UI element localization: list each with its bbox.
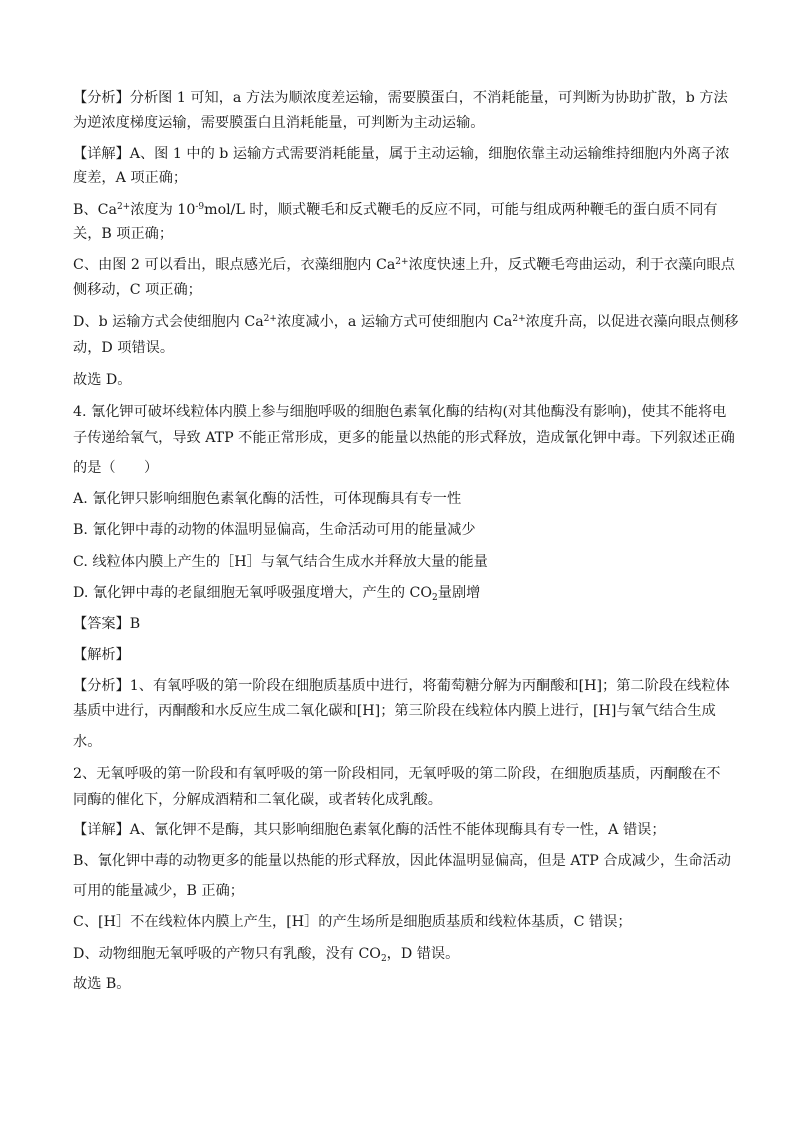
text-run: 浓度为 10: [130, 202, 196, 218]
text-run: 【答案】B: [73, 616, 141, 632]
text-line: [73, 701, 716, 721]
text-line: [73, 489, 461, 509]
text-run: 同酶的催化下，分解成酒精和二氧化碳，或者转化成乳酸。: [73, 792, 442, 808]
text-line: [73, 88, 728, 108]
text-run: mol/L 时，顺式鞭毛和反式鞭毛的反应不同，可能与组成两种鞭毛的蛋白质不同有: [204, 202, 718, 218]
text-line: [73, 113, 484, 133]
text-line: [73, 732, 101, 752]
text-run: 的是（ ）: [73, 460, 159, 476]
text-run: D、b 运输方式会使细胞内 Ca: [73, 314, 264, 330]
text-run: C、[H］不在线粒体内膜上产生，[H］的产生场所是细胞质基质和线粒体基质，C 错误；: [73, 914, 632, 930]
text-run: 【详解】A、图 1 中的 b 运输方式需要消耗能量，属于主动运输，细胞依靠主动运输维持细胞内外离子浓: [73, 146, 730, 162]
text-line: [73, 428, 735, 448]
text-run: 度差，A 项正确；: [73, 170, 188, 186]
text-run: C、由图 2 可以看出，眼点感光后，衣藻细胞内 Ca: [73, 257, 396, 273]
superscript: -9: [195, 202, 205, 212]
text-run: B、氰化钾中毒的动物更多的能量以热能的形式释放，因此体温明显偏高，但是 ATP 合成减少，生命活动: [73, 853, 731, 869]
text-run: 4. 氰化钾可破坏线粒体内膜上参与细胞呼吸的细胞色素氧化酶的结构(对其他酶没有影响)，使其不能将电: [73, 404, 727, 420]
text-line: [73, 974, 131, 994]
text-line: [73, 676, 730, 696]
text-line: [73, 224, 173, 244]
text-run: A. 氰化钾只影响细胞色素氧化酶的活性，可体现酶具有专一性: [73, 491, 462, 507]
subscript: 2: [380, 954, 387, 964]
text-run: 为逆浓度梯度运输，需要膜蛋白且消耗能量，可判断为主动运输。: [73, 115, 485, 131]
text-line: [73, 764, 720, 784]
text-run: ，D 错误。: [386, 946, 460, 962]
text-line: [73, 645, 130, 665]
text-line: [73, 944, 459, 964]
text-line: [73, 144, 729, 164]
text-run: 【分析】分析图 1 可知，a 方法为顺浓度差运输，需要膜蛋白，不消耗能量，可判断为协助扩散，b 方法: [73, 90, 728, 106]
text-run: 水。: [73, 734, 102, 750]
text-line: [73, 255, 735, 275]
text-run: 基质中进行，丙酮酸和水反应生成二氧化碳和[H]；第三阶段在线粒体内膜上进行，[H]与氧气结合生成: [73, 703, 716, 719]
text-run: 关，B 项正确；: [73, 226, 174, 242]
text-line: [73, 912, 632, 932]
text-run: 故选 B。: [73, 976, 131, 992]
text-line: [73, 312, 738, 332]
superscript: 2+: [512, 314, 526, 324]
text-line: [73, 552, 488, 572]
superscript: 2+: [395, 257, 409, 267]
text-line: [73, 614, 140, 634]
text-line: [73, 851, 731, 871]
text-run: 动，D 项错误。: [73, 340, 175, 356]
superscript: 2+: [263, 314, 277, 324]
text-line: [73, 790, 442, 810]
text-run: 可用的能量减少，B 正确；: [73, 883, 244, 899]
text-line: [73, 881, 244, 901]
subscript: 2: [432, 593, 438, 603]
superscript: 2+: [116, 202, 131, 212]
text-run: B. 氰化钾中毒的动物的体温明显偏高，生命活动可用的能量减少: [73, 522, 476, 538]
text-run: 【详解】A、氰化钾不是酶，其只影响细胞色素氧化酶的活性不能体现酶具有专一性，A 错误；: [73, 822, 666, 838]
text-run: D. 氰化钾中毒的老鼠细胞无氧呼吸强度增大，产生的 CO: [73, 585, 433, 601]
text-line: [73, 280, 202, 300]
text-run: 2、无氧呼吸的第一阶段和有氧呼吸的第一阶段相同，无氧呼吸的第二阶段，在细胞质基质，丙酮酸在不: [73, 766, 721, 782]
text-line: [73, 520, 476, 540]
text-run: B、Ca: [73, 202, 117, 218]
text-line: [73, 402, 726, 422]
text-run: 浓度升高，以促进衣藻向眼点侧移: [525, 314, 739, 330]
text-run: 【分析】1、有氧呼吸的第一阶段在细胞质基质中进行，将葡萄糖分解为丙酮酸和[H]；第二阶段在线粒体: [73, 678, 730, 694]
text-run: 【解析】: [73, 647, 130, 663]
text-run: 量剧增: [437, 585, 481, 601]
text-run: 子传递给氧气，导致 ATP 不能正常形成，更多的能量以热能的形式释放，造成氰化钾中毒。下列叙述正确: [73, 430, 735, 446]
text-run: 侧移动，C 项正确；: [73, 282, 202, 298]
text-line: [73, 370, 131, 390]
text-run: 浓度快速上升，反式鞭毛弯曲运动，利于衣藻向眼点: [408, 257, 735, 273]
text-line: [73, 168, 187, 188]
text-line: [73, 200, 718, 220]
text-line: [73, 583, 480, 603]
text-line: [73, 820, 666, 840]
text-run: 浓度减小，a 运输方式可使细胞内 Ca: [276, 314, 513, 330]
text-run: C. 线粒体内膜上产生的［H］与氧气结合生成水并释放大量的能量: [73, 554, 488, 570]
text-run: 故选 D。: [73, 372, 132, 388]
text-line: [73, 338, 174, 358]
text-run: D、动物细胞无氧呼吸的产物只有乳酸，没有 CO: [73, 946, 381, 962]
text-line: [73, 458, 158, 478]
